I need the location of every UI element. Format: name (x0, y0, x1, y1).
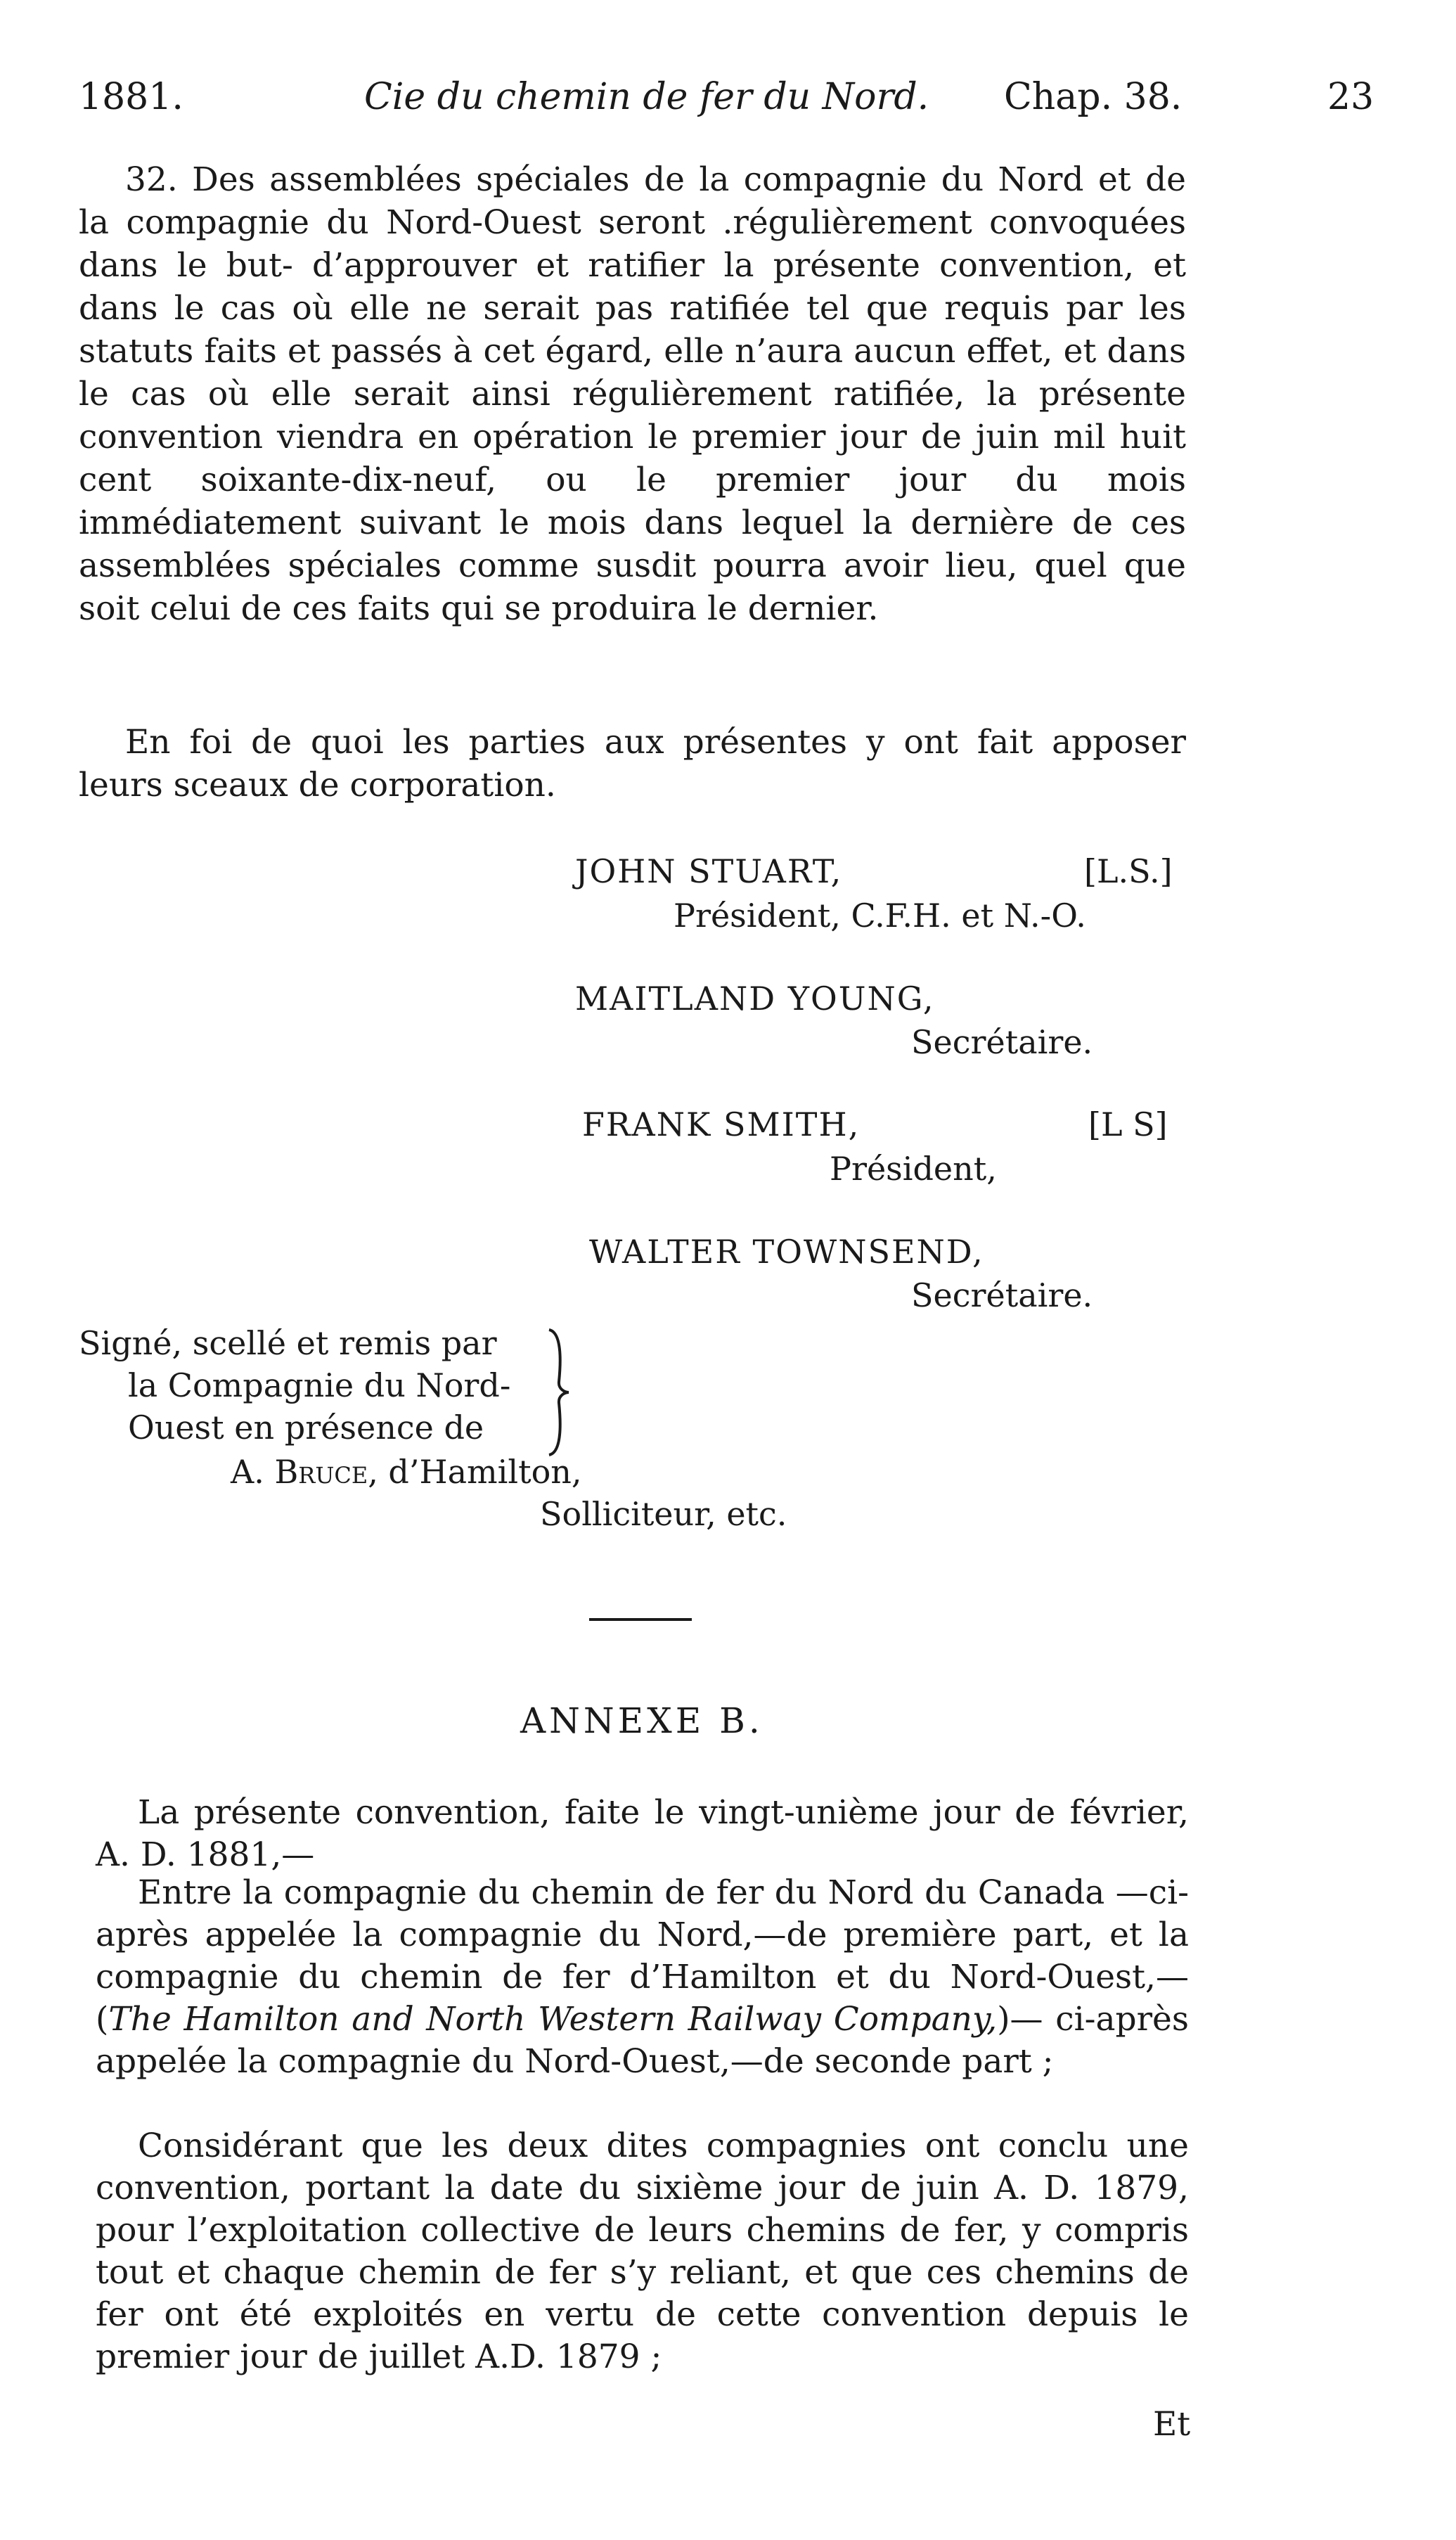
signatory-title: Président, (830, 1150, 997, 1188)
annex-title: ANNEXE B. (520, 1700, 764, 1741)
signatory-name: MAITLAND YOUNG, (575, 980, 935, 1018)
signatory-title: Président, C.F.H. et N.-O. (674, 897, 1086, 935)
annex-paragraph (96, 1872, 1189, 2083)
header-chapter: Chap. 38. (1004, 76, 1183, 118)
witness-clause-paragraph: En foi de quoi les parties aux présentes y ont fait apposer leurs sceaux de corporation. (79, 723, 1186, 804)
attestation-line: la Compagnie du Nord- (128, 1366, 511, 1404)
header-title: Cie du chemin de fer du Nord. (364, 76, 929, 118)
signatory-name: WALTER TOWNSEND, (589, 1233, 984, 1271)
attestation-line: Signé, scellé et remis par (79, 1324, 497, 1362)
section-32-paragraph: 32. Des assemblées spéciales de la compagnie du Nord et de la compagnie du Nord-Ouest seront .régulièrement convoquées dans le but- d’approuver et ratifier la présente convention, et dans le cas où elle ne serait pas ratifiée tel que requis par les statuts faits et passés à cet égard, elle n’aura aucun effet, et dans le cas où elle serait ainsi régulièrement ratifiée, la présente convention viendra en opération le premier jour de juin mil huit cent soixante-dix-neuf, ou le premier jour du mois immédiatement suivant le mois dans lequel la dernière de ces assemblées spéciales comme susdit pourra avoir lieu, quel que soit celui de ces faits qui se produira le dernier. (79, 160, 1186, 628)
witness-name (231, 1451, 582, 1493)
seal-mark: [L S] (1088, 1105, 1168, 1143)
seal-mark: [L.S.] (1084, 852, 1173, 890)
attestation-line: Ouest en présence de (128, 1409, 484, 1447)
annex-company-name: The Hamilton and North Western Railway Company, (108, 2000, 998, 2039)
annex-paragraph: Considérant que les deux dites compagnies ont conclu une convention, portant la date du sixième jour de juin A. D. 1879, pour l’exploitation collective de leurs chemins de fer, y compris tout et chaque chemin de fer s’y reliant, et que ces chemins de fer ont été exploités en vertu de cette convention depuis le premier jour de juillet A.D. 1879 ; (96, 2127, 1189, 2376)
signatory-title: Secrétaire. (911, 1023, 1093, 1061)
annex-text: Entre la compagnie du chemin de fer du Nord du Canada —ci-après appelée la compagnie du Nord,—de première part, et la compagnie du chemin de fer d’Hamilton et du Nord-Ouest,—( (96, 1873, 1189, 2039)
signatory-name: JOHN STUART, (575, 852, 843, 890)
annex-paragraph: La présente convention, faite le vingt-unième jour de février, A. D. 1881,— (96, 1793, 1189, 1874)
witness-surname: Bruce (274, 1453, 368, 1491)
section-divider (589, 1618, 692, 1621)
witness-place: , d’Hamilton, (368, 1453, 582, 1491)
page-number: 23 (1327, 76, 1374, 118)
header-year: 1881. (79, 76, 183, 118)
signatory-name: FRANK SMITH, (582, 1105, 861, 1143)
right-brace-icon (545, 1326, 573, 1459)
signatory-title: Secrétaire. (911, 1276, 1093, 1314)
witness-title: Solliciteur, etc. (540, 1495, 787, 1533)
catchword: Et (1153, 2405, 1191, 2444)
witness-initial: A. (231, 1453, 264, 1491)
annex-text: )— ci-après appelée la compagnie du Nord-Ouest,—de seconde part ; (96, 2000, 1189, 2081)
